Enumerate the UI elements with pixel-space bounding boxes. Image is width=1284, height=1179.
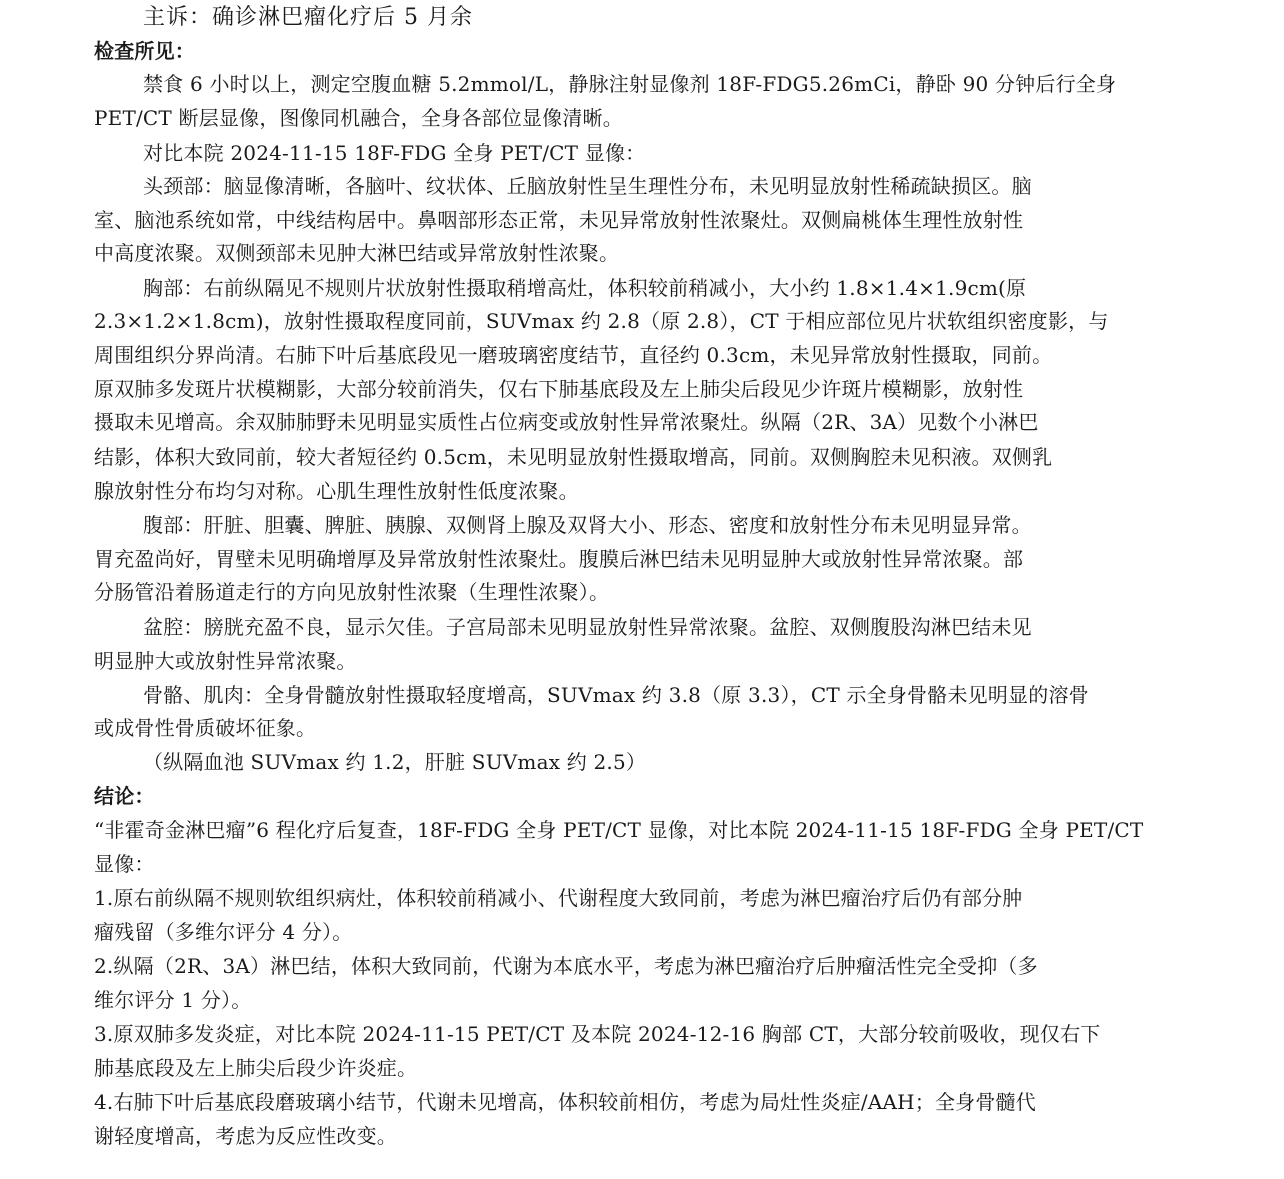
findings-line: 骨骼、肌肉：全身骨髓放射性摄取轻度增高，SUVmax 约 3.8（原 3.3），CT 示全身骨骼未见明显的溶骨 (143, 683, 1089, 707)
conclusion-item-1: 1.原右前纵隔不规则软组织病灶，体积较前稍减小、代谢程度大致同前，考虑为淋巴瘤治疗后仍有部分肿 (94, 886, 1023, 910)
conclusion-line: 肺基底段及左上肺尖后段少许炎症。 (94, 1056, 418, 1080)
findings-line: 胸部：右前纵隔见不规则片状放射性摄取稍增高灶，体积较前稍减小，大小约 1.8×1.4×1.9cm(原 (143, 276, 1027, 300)
findings-line: 对比本院 2024-11-15 18F-FDG 全身 PET/CT 显像： (143, 141, 646, 165)
findings-line: 胃充盈尚好，胃壁未见明确增厚及异常放射性浓聚灶。腹膜后淋巴结未见明显肿大或放射性异常浓聚。部 (94, 547, 1024, 571)
conclusion-line: “非霍奇金淋巴瘤”6 程化疗后复查，18F-FDG 全身 PET/CT 显像，对比本院 2024-11-15 18F-FDG 全身 PET/CT (94, 818, 1144, 842)
findings-line: 腺放射性分布均匀对称。心肌生理性放射性低度浓聚。 (94, 479, 579, 503)
conclusion-line: 谢轻度增高，考虑为反应性改变。 (94, 1124, 397, 1148)
findings-line: 摄取未见增高。余双肺肺野未见明显实质性占位病变或放射性异常浓聚灶。纵隔（2R、3A）见数个小淋巴 (94, 410, 1039, 434)
conclusion-item-4: 4.右肺下叶后基底段磨玻璃小结节，代谢未见增高，体积较前相仿，考虑为局灶性炎症/AAH；全身骨髓代 (94, 1090, 1036, 1114)
conclusion-item-3: 3.原双肺多发炎症，对比本院 2024-11-15 PET/CT 及本院 2024-12-16 胸部 CT，大部分较前吸收，现仅右下 (94, 1022, 1101, 1046)
conclusion-item-2: 2.纵隔（2R、3A）淋巴结，体积大致同前，代谢为本底水平，考虑为淋巴瘤治疗后肿瘤活性完全受抑（多 (94, 954, 1038, 978)
findings-line: 中高度浓聚。双侧颈部未见肿大淋巴结或异常放射性浓聚。 (94, 241, 620, 265)
findings-line: 分肠管沿着肠道走行的方向见放射性浓聚（生理性浓聚）。 (94, 580, 610, 604)
conclusion-line: 维尔评分 1 分）。 (94, 988, 252, 1012)
findings-line: 2.3×1.2×1.8cm)，放射性摄取程度同前，SUVmax 约 2.8（原 2.8），CT 于相应部位见片状软组织密度影，与 (94, 309, 1109, 333)
findings-line: 腹部：肝脏、胆囊、脾脏、胰腺、双侧肾上腺及双肾大小、形态、密度和放射性分布未见明显异常。 (143, 513, 1032, 537)
findings-heading: 检查所见： (94, 39, 195, 63)
findings-line: 禁食 6 小时以上，测定空腹血糖 5.2mmol/L，静脉注射显像剂 18F-FDG5.26mCi，静卧 90 分钟后行全身 (143, 72, 1117, 96)
findings-line: 盆腔：膀胱充盈不良，显示欠佳。子宫局部未见明显放射性异常浓聚。盆腔、双侧腹股沟淋巴结未见 (143, 615, 1032, 639)
conclusion-line: 瘤残留（多维尔评分 4 分）。 (94, 920, 353, 944)
findings-line: 周围组织分界尚清。右肺下叶后基底段见一磨玻璃密度结节，直径约 0.3cm，未见异常放射性摄取，同前。 (94, 343, 1053, 367)
findings-line: 结影，体积大致同前，较大者短径约 0.5cm，未见明显放射性摄取增高，同前。双侧胸腔未见积液。双侧乳 (94, 445, 1053, 469)
blood-pool-note: （纵隔血池 SUVmax 约 1.2，肝脏 SUVmax 约 2.5） (143, 750, 647, 774)
findings-line: 头颈部：脑显像清晰，各脑叶、纹状体、丘脑放射性呈生理性分布，未见明显放射性稀疏缺损区。脑 (143, 174, 1032, 198)
findings-line: PET/CT 断层显像，图像同机融合，全身各部位显像清晰。 (94, 106, 623, 130)
chief-complaint: 主诉：确诊淋巴瘤化疗后 5 月余 (143, 5, 473, 30)
findings-line: 室、脑池系统如常，中线结构居中。鼻咽部形态正常，未见异常放射性浓聚灶。双侧扁桃体生理性放射性 (94, 208, 1024, 232)
findings-line: 原双肺多发斑片状模糊影，大部分较前消失，仅右下肺基底段及左上肺尖后段见少许斑片模糊影，放射性 (94, 377, 1024, 401)
findings-line: 或成骨性骨质破坏征象。 (94, 716, 317, 740)
conclusion-heading: 结论： (94, 784, 155, 808)
conclusion-line: 显像： (94, 852, 155, 876)
findings-line: 明显肿大或放射性异常浓聚。 (94, 649, 357, 673)
